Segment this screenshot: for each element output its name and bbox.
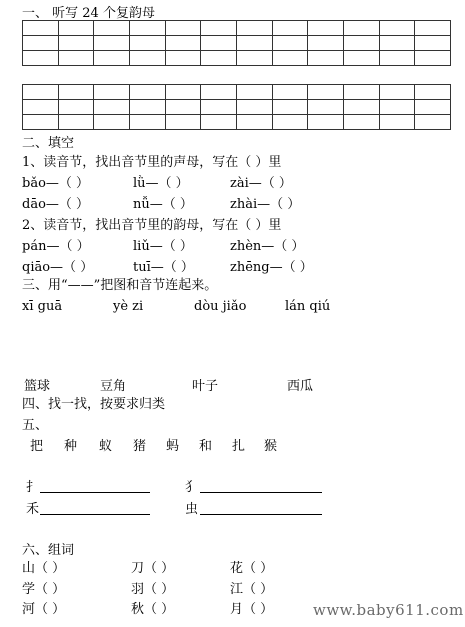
word-item: 江（ ） [230,582,274,597]
radical-label: 扌 [26,480,40,495]
character: 把 [30,439,44,454]
pinyin-item: pán—（ ） [22,239,90,254]
word-item: 秋（ ） [131,602,175,617]
section-2-title: 二、填空 [22,136,75,151]
writing-grid-2 [22,84,451,130]
pinyin-item: lǜ—（ ） [133,176,189,191]
character: 和 [199,439,213,454]
question-2-text: 2、读音节，找出音节里的韵母，写在（ ）里 [22,218,282,233]
radical-label: 禾 [26,502,40,517]
pinyin-item: qiāo—（ ） [22,260,94,275]
section-6-title: 六、组词 [22,543,75,558]
answer-line [40,492,150,493]
word-item: 月（ ） [230,602,274,617]
character: 扎 [232,439,246,454]
word-item: 刀（ ） [131,561,175,576]
radical-label: 犭 [185,480,199,495]
answer-line [200,514,322,515]
pinyin-label: dòu jiǎo [194,299,247,314]
pinyin-label: lán qiú [285,299,331,314]
writing-grid-1 [22,20,451,66]
pinyin-label: yè zi [113,299,144,314]
pinyin-label: xī guā [22,299,63,314]
section-4-title: 四、找一找，按要求归类 [22,397,166,412]
pinyin-item: dāo—（ ） [22,197,90,212]
word-label: 叶子 [192,379,219,394]
pinyin-item: zhēng—（ ） [230,260,313,275]
answer-line [200,492,322,493]
character: 蚁 [99,439,113,454]
character: 猴 [264,439,278,454]
pinyin-item: zhèn—（ ） [230,239,305,254]
character: 蚂 [166,439,180,454]
word-label: 豆角 [100,379,127,394]
word-item: 羽（ ） [131,582,175,597]
question-1-text: 1、读音节，找出音节里的声母，写在（ ）里 [22,155,282,170]
character: 猪 [133,439,147,454]
pinyin-item: zhài—（ ） [230,197,301,212]
word-item: 河（ ） [22,602,66,617]
watermark: www.baby611.com [313,601,464,619]
word-label: 篮球 [24,379,51,394]
pinyin-item: nǚ—（ ） [133,197,193,212]
section-5-title: 五、 [22,418,49,433]
pinyin-item: tuī—（ ） [133,260,194,275]
pinyin-item: bǎo—（ ） [22,176,90,191]
word-item: 学（ ） [22,582,66,597]
word-label: 西瓜 [287,379,314,394]
pinyin-item: liǔ—（ ） [133,239,193,254]
section-3-title: 三、用“——”把图和音节连起来。 [22,278,218,293]
section-1-title: 一、 听写 24 个复韵母 [22,6,155,21]
answer-line [40,514,150,515]
word-item: 花（ ） [230,561,274,576]
word-item: 山（ ） [22,561,66,576]
pinyin-item: zài—（ ） [230,176,292,191]
character: 种 [64,439,78,454]
radical-label: 虫 [185,502,199,517]
